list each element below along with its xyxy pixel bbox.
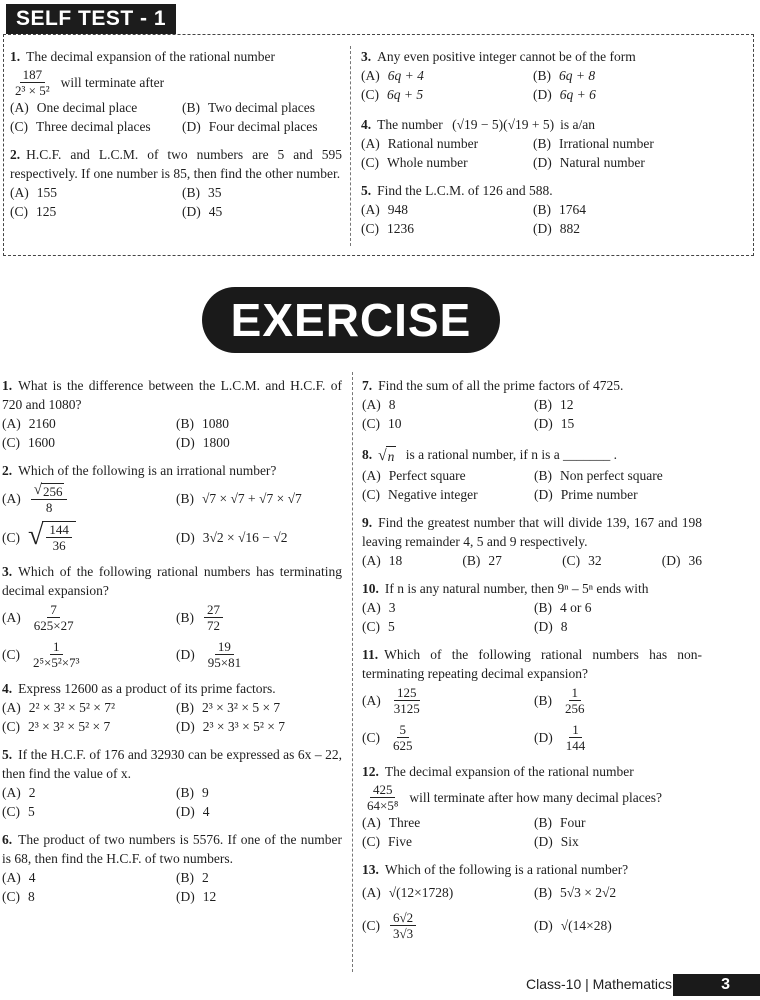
option[interactable]: (A) Rational number — [361, 136, 479, 151]
option[interactable]: (C) 32 — [562, 552, 602, 568]
question: 5. Find the L.C.M. of 126 and 588. — [361, 183, 553, 198]
option[interactable]: (D) 6q + 6 — [533, 87, 596, 102]
option[interactable]: (C) $\frac{1}{\text{2⁵×5²×7³}}$ — [2, 639, 80, 671]
option[interactable]: (C) Negative integer — [362, 486, 478, 502]
option[interactable]: (A) √(12×1728) — [362, 884, 454, 900]
option[interactable]: (D) 15 — [534, 416, 575, 431]
option[interactable]: (C) 1236 — [361, 221, 414, 236]
question: 1. The decimal expansion of the rational number $\frac{187}{\text{2³ × 5²}}$ will terminate after — [10, 49, 276, 98]
question: 6. The product of two numbers is 5576. If one of the number is 68, then find the H.C.F. of two numbers. — [2, 832, 342, 867]
option[interactable]: (A) 155 — [10, 185, 57, 200]
option[interactable]: (B) Four — [534, 814, 586, 830]
option[interactable]: (B) 27 — [462, 552, 502, 568]
option[interactable]: (C) 2³ × 3² × 5² × 7 — [2, 719, 111, 735]
self-test-left-column — [10, 47, 342, 221]
option[interactable]: (A) 2 — [2, 785, 36, 801]
question: 2. Which of the following is an irrational number? — [2, 463, 277, 478]
option[interactable]: (A) 8 — [362, 397, 396, 412]
option[interactable]: (B) 35 — [182, 185, 222, 200]
option[interactable]: (D) 12 — [176, 889, 217, 905]
option[interactable]: (C) Whole number — [361, 155, 468, 170]
options — [2, 414, 342, 452]
option[interactable]: (C) Five — [362, 833, 413, 849]
option[interactable]: (A) 2² × 3² × 5² × 7² — [2, 700, 116, 716]
options — [362, 813, 702, 851]
option[interactable]: (A) 3 — [362, 599, 396, 615]
option[interactable]: (A) 4 — [2, 870, 36, 886]
self-test-title: SELF TEST - 1 — [6, 4, 176, 34]
option[interactable]: (D) $\frac{19}{95\times 81}$ — [176, 639, 242, 671]
page-number: 3 — [673, 974, 760, 996]
option[interactable]: (C) 5 — [2, 804, 35, 820]
option[interactable]: (B) Non perfect square — [534, 467, 663, 483]
option[interactable]: (D) 2³ × 3³ × 5² × 7 — [176, 719, 285, 735]
option[interactable]: (D) Four decimal places — [182, 119, 318, 134]
option[interactable]: (C) 5 — [362, 618, 395, 634]
option[interactable]: (B) 2 — [176, 870, 209, 886]
exercise-title: EXERCISE — [202, 287, 500, 353]
question: 7. Find the sum of all the prime factors of 4725. — [362, 378, 624, 393]
options — [362, 685, 702, 753]
options — [362, 598, 702, 636]
option[interactable]: (D) 4 — [176, 804, 210, 820]
options — [2, 868, 342, 906]
question: 8. √ n is a rational number, if n is a _______ . — [362, 446, 618, 464]
option[interactable]: (B) Two decimal places — [182, 100, 316, 115]
question: 1. What is the difference between the L.C.M. and H.C.F. of 720 and 1080? — [2, 378, 342, 412]
question: 5. If the H.C.F. of 176 and 32930 can be expressed as 6x – 22, then find the value of x. — [2, 747, 342, 782]
options — [10, 183, 342, 221]
option[interactable]: (B) 1764 — [533, 202, 586, 217]
options — [2, 602, 342, 670]
option[interactable]: (B) 4 or 6 — [534, 599, 592, 615]
question: 4. The number (√19 − 5)(√19 + 5) is a/an — [361, 117, 596, 132]
option[interactable]: (A) 948 — [361, 202, 408, 217]
footer-subject: Class-10 | Mathematics — [525, 976, 672, 992]
column-divider — [352, 372, 353, 972]
option[interactable]: (D) $\frac{1}{144}$ — [534, 721, 586, 753]
option[interactable]: (A) $\frac{7}{625\times 27}$ — [2, 602, 74, 634]
options — [2, 482, 342, 553]
option[interactable]: (C) $\frac{5}{625}$ — [362, 721, 413, 753]
option[interactable]: (D) 3√2 × √16 − √2 — [176, 529, 288, 545]
option[interactable]: (B) Irrational number — [533, 136, 654, 151]
option[interactable]: (B) 2³ × 3² × 5 × 7 — [176, 700, 281, 716]
exercise-right-column — [362, 376, 702, 941]
option[interactable]: (A) Three — [362, 814, 421, 830]
option[interactable]: (B) √7 × √7 + √7 × √7 — [176, 491, 302, 506]
question: 3. Any even positive integer cannot be of the form — [361, 49, 636, 64]
option[interactable]: (A) 2160 — [2, 416, 56, 431]
option[interactable]: (C) 6q + 5 — [361, 87, 424, 102]
self-test-right-column — [361, 47, 746, 238]
option[interactable]: (D) Six — [534, 833, 579, 849]
exercise-left-column — [2, 376, 342, 906]
option[interactable]: (D) 45 — [182, 204, 223, 219]
options — [2, 783, 342, 821]
options — [2, 698, 342, 736]
option[interactable]: (C) Three decimal places — [10, 119, 151, 134]
options — [361, 200, 746, 238]
option[interactable]: (D) 1800 — [176, 435, 230, 450]
question: 9. Find the greatest number that will divide 139, 167 and 198 leaving remainder 4, 5 and 9 respectively. — [362, 514, 702, 549]
question: 11. Which of the following rational numbers has non-terminating repeating decimal expansion? — [362, 646, 702, 681]
option[interactable]: (D) 882 — [533, 221, 580, 236]
option[interactable]: (A) One decimal place — [10, 100, 138, 115]
option[interactable]: (B) $\frac{27}{72}$ — [176, 602, 342, 633]
option[interactable]: (D) Prime number — [534, 486, 638, 502]
question: 2. H.C.F. and L.C.M. of two numbers are 5 and 595 respectively. If one number is 85, then find the other number. — [10, 147, 342, 181]
option[interactable]: (B) 12 — [534, 397, 574, 412]
option[interactable]: (B) $\frac{1}{256}$ — [534, 684, 585, 716]
question: 4. Express 12600 as a product of its prime factors. — [2, 681, 276, 697]
options — [362, 466, 702, 504]
option[interactable]: (D) Natural number — [533, 155, 645, 170]
question: 3. Which of the following rational numbers has terminating decimal expansion? — [2, 564, 342, 599]
option[interactable]: (A) 18 — [362, 552, 403, 568]
options — [361, 66, 746, 104]
option[interactable]: (D) 36 — [661, 552, 702, 568]
option[interactable]: (C) √ $\frac{144}{36}$ — [2, 521, 170, 553]
option[interactable]: (D) 8 — [534, 618, 568, 634]
options — [10, 98, 342, 136]
option[interactable]: (C) 8 — [2, 889, 35, 905]
option[interactable]: (B) 9 — [176, 785, 209, 801]
option[interactable]: (A) √ 256 8 — [2, 482, 170, 515]
column-divider — [350, 46, 351, 246]
options — [361, 134, 746, 172]
fraction: $\frac{187}{\text{2³ × 5²}}$ — [15, 67, 50, 98]
options — [362, 883, 702, 941]
options — [362, 551, 702, 570]
option[interactable]: (C) $\frac{6√2}{3√3}$ — [362, 910, 528, 941]
option[interactable]: (C) 10 — [362, 416, 402, 431]
options — [362, 395, 702, 433]
option[interactable]: (B) 5√3 × 2√2 — [534, 884, 617, 900]
question: 12. The decimal expansion of the rational number $\frac{425}{\text{64×5⁸}}$ will terminate after how many decimal places? — [362, 763, 663, 813]
option[interactable]: (A) 6q + 4 — [361, 68, 424, 83]
option[interactable]: (B) 1080 — [176, 416, 229, 431]
option[interactable]: (D) √(14×28) — [534, 917, 612, 933]
option[interactable]: (C) 1600 — [2, 435, 55, 450]
question: 10. If n is any natural number, then 9ⁿ – 5ⁿ ends with — [362, 580, 649, 596]
math-expression: (√19 − 5)(√19 + 5) — [452, 117, 555, 132]
option[interactable]: (A) $\frac{125}{3125}$ — [362, 684, 420, 716]
option[interactable]: (C) 125 — [10, 204, 57, 219]
question: 13. Which of the following is a rational number? — [362, 861, 629, 877]
option[interactable]: (B) 6q + 8 — [533, 68, 596, 83]
option[interactable]: (A) Perfect square — [362, 467, 466, 483]
